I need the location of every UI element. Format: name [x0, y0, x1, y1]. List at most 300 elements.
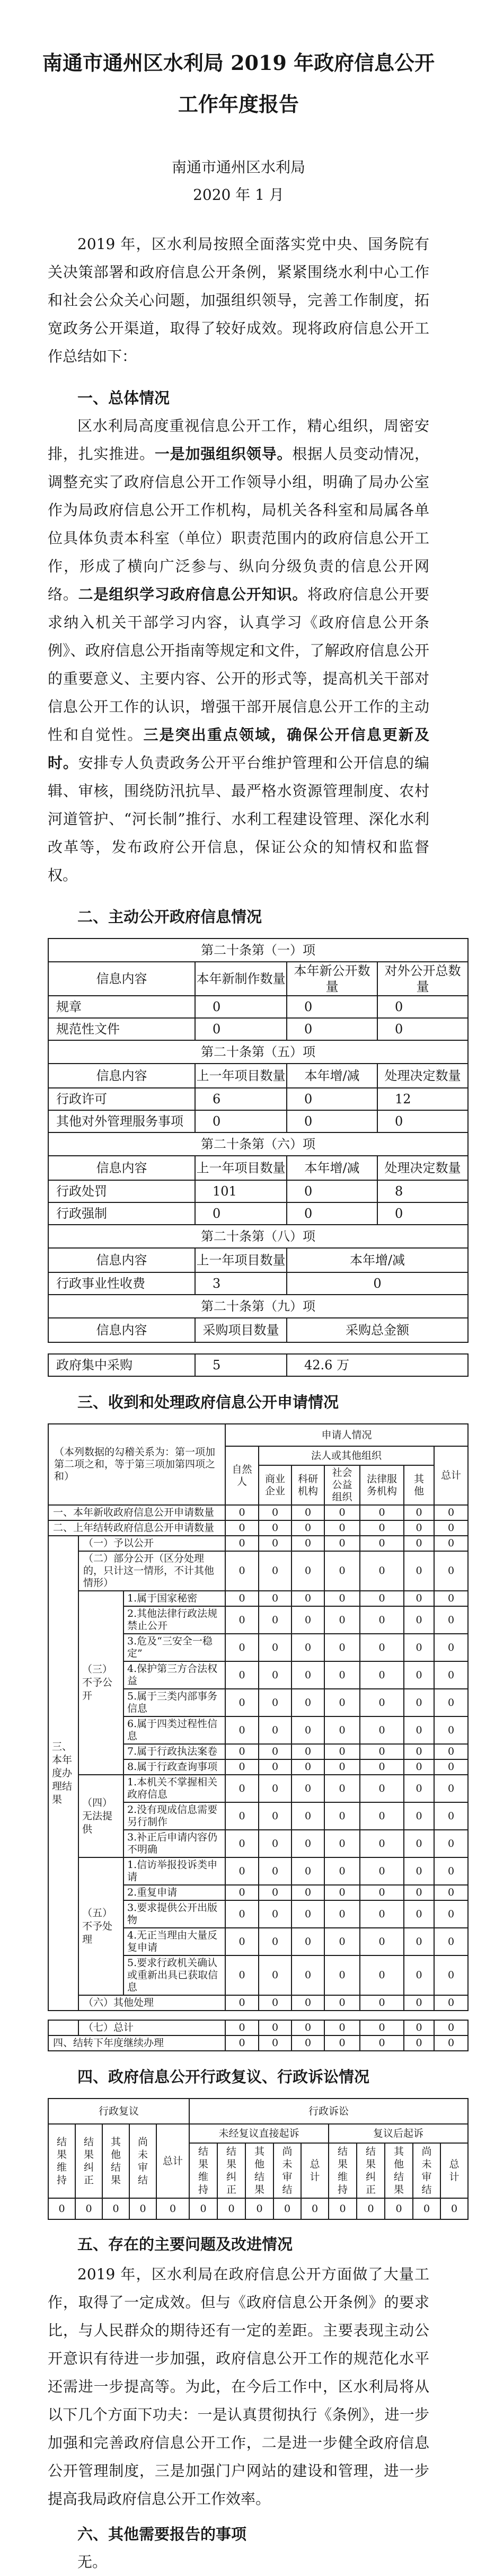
value-cell: 0	[292, 1634, 324, 1661]
value-cell: 0	[324, 1689, 360, 1716]
doc-title-line-1: 南通市通州区水利局 2019 年政府信息公开	[42, 51, 435, 75]
value-cell: 0	[259, 1689, 292, 1716]
value-cell: 8	[377, 1180, 468, 1202]
column-header-cell: 结果维持	[329, 2143, 357, 2198]
column-header-cell: 社会公益组织	[324, 1465, 360, 1505]
value-cell: 0	[377, 1110, 468, 1132]
value-cell: 0	[292, 1551, 324, 1591]
value-cell: 0	[360, 1591, 404, 1606]
column-header-cell: 对外公开总数量	[377, 962, 468, 996]
value-cell: 0	[360, 1634, 404, 1661]
value-cell: 0	[324, 1661, 360, 1689]
table-proactive-disclosure-continued	[48, 1353, 469, 1377]
column-header-cell: 结果纠正	[217, 2143, 245, 2198]
row-label-cell: （二）部分公开（区分处理的，只计这一情形，不计其他情形）	[78, 1551, 225, 1591]
table-row	[48, 2020, 468, 2035]
column-header-cell: 上一年项目数量	[195, 1156, 287, 1180]
column-header-cell: 其他结果	[245, 2143, 273, 2198]
row-label-cell: 其他对外管理服务事项	[48, 1110, 195, 1132]
value-cell: 0	[225, 1775, 259, 1802]
table-requests-continued	[48, 2020, 469, 2051]
column-header-cell: 信息内容	[48, 962, 195, 996]
value-cell: 0	[404, 1689, 434, 1716]
value-cell: 0	[259, 1505, 292, 1520]
value-cell: 42.6 万	[287, 1354, 468, 1376]
table-row	[48, 1132, 468, 1156]
value-cell: 0	[225, 1885, 259, 1900]
value-cell: 0	[259, 1955, 292, 1995]
column-header-cell: 总计	[301, 2143, 329, 2198]
value-cell: 0	[259, 1885, 292, 1900]
section-heading-litigation: 四、政府信息公开行政复议、行政诉讼情况	[77, 2068, 370, 2086]
value-cell: 0	[324, 1857, 360, 1885]
other-paragraph: 无。	[77, 2553, 108, 2571]
value-cell: 0	[287, 1272, 468, 1295]
column-header-cell: 尚未审结	[413, 2143, 440, 2198]
table-row	[48, 1995, 468, 2011]
column-header-cell: 其他	[404, 1465, 434, 1505]
value-cell: 0	[324, 1505, 360, 1520]
value-cell: 0	[404, 1520, 434, 1536]
column-header-cell: 其他结果	[102, 2124, 129, 2198]
column-header-cell: 总计	[434, 1446, 468, 1505]
table-row	[48, 1156, 468, 1180]
row-label-cell: 5.要求行政机关确认或重新出具已获取信息	[123, 1955, 225, 1995]
value-cell: 0	[259, 1830, 292, 1857]
column-header-cell: 上一年项目数量	[195, 1064, 287, 1088]
section-header-cell: 第二十条第（八）项	[48, 1225, 468, 1248]
value-cell: 0	[413, 2198, 440, 2219]
section-heading-requests: 三、收到和处理政府信息公开申请情况	[77, 1393, 339, 1411]
value-cell: 0	[434, 1759, 468, 1775]
value-cell: 0	[225, 1955, 259, 1995]
value-cell: 0	[292, 1900, 324, 1928]
value-cell: 0	[324, 1830, 360, 1857]
table-row	[48, 1295, 468, 1318]
value-cell: 0	[225, 1928, 259, 1955]
value-cell: 0	[287, 1088, 377, 1110]
value-cell: 0	[360, 1551, 404, 1591]
column-header-cell: 自然人	[225, 1446, 259, 1505]
table-requests	[48, 1423, 469, 2011]
column-header-cell: 处理决定数量	[377, 1156, 468, 1180]
column-header-cell: 信息内容	[48, 1156, 195, 1180]
column-header-cell: 商业企业	[259, 1465, 292, 1505]
value-cell: 0	[434, 1885, 468, 1900]
row-label-cell: 5.属于三类内部事务信息	[123, 1689, 225, 1716]
overview-segment: 根据人员变动情况，调整充实了政府信息公开工作领导小组，明确了局办公室作为局政府信息公开工作机构，局机关各科室和局属各单位具体负责本科室（单位）职责范围内的政府信息公开工作，形成了横向广泛参与、纵向分级负责的信息公开网络。	[48, 445, 429, 603]
table-row	[48, 1551, 468, 1591]
value-cell: 0	[434, 1505, 468, 1520]
value-cell: 0	[434, 1606, 468, 1634]
value-cell: 5	[195, 1354, 287, 1376]
column-header-cell: 上一年项目数量	[195, 1248, 287, 1272]
row-label-cell: 规章	[48, 996, 195, 1018]
value-cell: 0	[259, 1551, 292, 1591]
value-cell: 0	[404, 1900, 434, 1928]
value-cell: 0	[292, 1606, 324, 1634]
value-cell: 0	[259, 1716, 292, 1744]
value-cell: 0	[324, 1885, 360, 1900]
row-label-cell: 一、本年新收政府信息公开申请数量	[48, 1505, 225, 1520]
row-label-cell: 4.无正当理由大量反复申请	[123, 1928, 225, 1955]
value-cell: 0	[404, 1830, 434, 1857]
row-label-cell: （一）予以公开	[78, 1536, 225, 1551]
value-cell: 0	[324, 1928, 360, 1955]
table-row	[48, 1202, 468, 1225]
value-cell: 0	[404, 1716, 434, 1744]
table-row	[48, 1088, 468, 1110]
column-header-cell: 结果维持	[48, 2124, 75, 2198]
column-header-cell: 总计	[440, 2143, 468, 2198]
table-row	[48, 1225, 468, 1248]
row-label-cell: 8.属于行政查询事项	[123, 1759, 225, 1775]
row-label-cell: 行政强制	[48, 1202, 195, 1225]
row-label-cell: 二、上年结转政府信息公开申请数量	[48, 1520, 225, 1536]
value-cell: 0	[324, 2035, 360, 2051]
row-label-cell: 四、结转下年度继续办理	[48, 2035, 225, 2051]
value-cell: 0	[360, 1689, 404, 1716]
value-cell: 0	[404, 1885, 434, 1900]
table-row	[48, 1520, 468, 1536]
value-cell: 0	[404, 2035, 434, 2051]
column-header-cell: 本年新公开数量	[287, 962, 377, 996]
value-cell: 0	[385, 2198, 413, 2219]
value-cell: 0	[404, 1955, 434, 1995]
value-cell: 0	[259, 2035, 292, 2051]
row-label-cell: 规范性文件	[48, 1018, 195, 1040]
value-cell: 0	[259, 1928, 292, 1955]
column-header-cell: 处理决定数量	[377, 1064, 468, 1088]
value-cell: 0	[324, 1591, 360, 1606]
table-row	[48, 1018, 468, 1040]
value-cell: 0	[225, 2035, 259, 2051]
value-cell: 0	[273, 2198, 301, 2219]
table-row	[48, 1064, 468, 1088]
value-cell: 0	[225, 1606, 259, 1634]
value-cell: 0	[324, 1759, 360, 1775]
value-cell: 0	[48, 2198, 75, 2219]
value-cell: 0	[357, 2198, 385, 2219]
doc-title-line-2: 工作年度报告	[178, 92, 299, 116]
value-cell: 0	[259, 1802, 292, 1830]
value-cell: 0	[292, 1520, 324, 1536]
value-cell: 0	[360, 1716, 404, 1744]
value-cell: 0	[434, 1689, 468, 1716]
section-heading-proactive: 二、主动公开政府信息情况	[77, 908, 262, 926]
value-cell: 0	[434, 2035, 468, 2051]
value-cell: 0	[287, 1180, 377, 1202]
value-cell: 0	[292, 1716, 324, 1744]
table-row	[48, 1040, 468, 1064]
column-header-cell: 科研机构	[292, 1465, 324, 1505]
value-cell: 0	[217, 2198, 245, 2219]
table-row	[48, 1248, 468, 1272]
value-cell: 0	[377, 996, 468, 1018]
column-header-cell: 结果纠正	[75, 2124, 102, 2198]
table-proactive-disclosure	[48, 938, 469, 1343]
value-cell: 0	[377, 1202, 468, 1225]
value-cell: 0	[225, 1995, 259, 2011]
value-cell: 0	[225, 1744, 259, 1759]
value-cell: 0	[404, 1928, 434, 1955]
value-cell: 0	[225, 1591, 259, 1606]
column-header-cell: 本年新制作数量	[195, 962, 287, 996]
column-header-cell: 结果维持	[189, 2143, 217, 2198]
value-cell: 0	[360, 1857, 404, 1885]
column-header-cell: 信息内容	[48, 1248, 195, 1272]
section-heading-other: 六、其他需要报告的事项	[77, 2525, 247, 2543]
value-cell: 0	[434, 1802, 468, 1830]
empty-cell	[48, 2020, 78, 2035]
value-cell: 0	[292, 1857, 324, 1885]
value-cell: 0	[259, 2020, 292, 2035]
row-label-cell: 行政许可	[48, 1088, 195, 1110]
value-cell: 0	[225, 1536, 259, 1551]
value-cell: 0	[434, 1634, 468, 1661]
value-cell: 0	[404, 1551, 434, 1591]
value-cell: 0	[404, 1759, 434, 1775]
overview-segment-bold: 一是加强组织领导。	[154, 445, 293, 463]
section-header-cell: 第二十条第（九）项	[48, 1295, 468, 1318]
value-cell: 0	[324, 1716, 360, 1744]
value-cell: 0	[225, 1661, 259, 1689]
value-cell: 0	[225, 1857, 259, 1885]
value-cell: 0	[404, 1634, 434, 1661]
value-cell: 0	[259, 1759, 292, 1775]
value-cell: 0	[324, 1634, 360, 1661]
value-cell: 0	[195, 1110, 287, 1132]
table-row	[48, 1318, 468, 1342]
overview-segment: 将政府信息公开要求纳入机关干部学习内容，认真学习《政府信息公开条例》、政府信息公开指南等规定和文件，了解政府信息公开的重要意义、主要内容、公开的形式等，提高机关干部对信息公开工作的认识，增强干部开展信息公开工作的主动性和自觉性。	[48, 586, 429, 743]
column-header-cell: 其他结果	[385, 2143, 413, 2198]
row-label-cell: 3.要求提供公开出版物	[123, 1900, 225, 1928]
group-label-cell: 三、本年度办理结果	[48, 1536, 78, 2011]
row-label-cell: 3.补正后申请内容仍不明确	[123, 1830, 225, 1857]
value-cell: 0	[434, 1520, 468, 1536]
value-cell: 0	[259, 1606, 292, 1634]
column-header-cell: 信息内容	[48, 1064, 195, 1088]
value-cell: 0	[225, 1520, 259, 1536]
table-row	[48, 1591, 468, 1606]
value-cell: 0	[102, 2198, 129, 2219]
value-cell: 0	[360, 1830, 404, 1857]
overview-segment: 安排专人负责政务公开平台维护管理和公开信息的编辑、审核，围绕防汛抗旱、最严格水资源管理制度、农村河道管护、“河长制”推行、水利工程建设管理、深化水利改革等，发布政府公开信息，保证公众的知情权和监督权。	[48, 754, 429, 884]
value-cell: 0	[287, 1018, 377, 1040]
value-cell: 0	[434, 1955, 468, 1995]
value-cell: 0	[404, 1606, 434, 1634]
value-cell: 0	[404, 1802, 434, 1830]
value-cell: 0	[195, 1202, 287, 1225]
value-cell: 0	[360, 1995, 404, 2011]
value-cell: 0	[404, 1857, 434, 1885]
row-label-cell: 4.保护第三方合法权益	[123, 1661, 225, 1689]
table-row	[48, 2198, 468, 2219]
value-cell: 0	[324, 1995, 360, 2011]
value-cell: 0	[225, 2020, 259, 2035]
value-cell: 0	[287, 996, 377, 1018]
table-row	[48, 1775, 468, 1802]
value-cell: 0	[292, 1885, 324, 1900]
row-label-cell: 行政事业性收费	[48, 1272, 195, 1295]
intro-paragraph: 2019 年，区水利局按照全面落实党中央、国务院有关决策部署和政府信息公开条例，紧紧围绕水利中心工作和社会公众关心问题，加强组织领导，完善工作制度，拓宽政务公开渠道，取得了较好成效。现将政府信息公开工作总结如下：	[48, 235, 429, 365]
value-cell: 0	[259, 1520, 292, 1536]
column-header-cell: 结果纠正	[357, 2143, 385, 2198]
value-cell: 0	[292, 1505, 324, 1520]
section-header-cell: 第二十条第（六）项	[48, 1132, 468, 1156]
value-cell: 0	[434, 1857, 468, 1885]
doc-title	[0, 0, 477, 125]
table-row	[48, 996, 468, 1018]
report-date: 2020 年 1 月	[193, 186, 284, 203]
value-cell: 0	[360, 1775, 404, 1802]
value-cell: 0	[360, 1505, 404, 1520]
value-cell: 0	[292, 1830, 324, 1857]
value-cell: 0	[259, 1900, 292, 1928]
value-cell: 0	[195, 1018, 287, 1040]
value-cell: 0	[259, 1744, 292, 1759]
value-cell: 0	[360, 1900, 404, 1928]
value-cell: 0	[292, 1591, 324, 1606]
value-cell: 0	[292, 1775, 324, 1802]
value-cell: 0	[292, 1689, 324, 1716]
value-cell: 0	[360, 1759, 404, 1775]
column-header-cell: 尚未审结	[129, 2124, 156, 2198]
value-cell: 0	[324, 1606, 360, 1634]
column-header-cell: 尚未审结	[273, 2143, 301, 2198]
value-cell: 0	[404, 1505, 434, 1520]
value-cell: 0	[156, 2198, 189, 2219]
row-label-cell: 行政处罚	[48, 1180, 195, 1202]
value-cell: 0	[324, 1802, 360, 1830]
value-cell: 0	[324, 2020, 360, 2035]
row-label-cell: 3.危及“三安全一稳定”	[123, 1634, 225, 1661]
value-cell: 0	[292, 1928, 324, 1955]
column-header-cell: 申请人情况	[225, 1424, 468, 1446]
value-cell: 0	[225, 1551, 259, 1591]
subgroup-label-cell: （四）无法提供	[78, 1775, 123, 1857]
row-label-cell: （七）总计	[78, 2020, 225, 2035]
value-cell: 0	[225, 1716, 259, 1744]
value-cell: 0	[360, 1802, 404, 1830]
value-cell: 0	[292, 1995, 324, 2011]
document-body	[0, 230, 477, 2576]
note-cell: （本列数据的勾稽关系为：第一项加第二项之和，等于第三项加第四项之和）	[48, 1424, 225, 1505]
overview-segment: 区水利局高度重视信息公开工作，精心组织，周密安排，扎实推进。	[48, 417, 429, 463]
value-cell: 0	[440, 2198, 468, 2219]
row-label-cell: 1.本机关不掌握相关政府信息	[123, 1775, 225, 1802]
value-cell: 0	[292, 1744, 324, 1759]
value-cell: 0	[377, 1018, 468, 1040]
row-label-cell: 政府集中采购	[48, 1354, 195, 1376]
value-cell: 0	[324, 1551, 360, 1591]
problems-paragraph: 2019 年，区水利局在政府信息公开方面做了大量工作，取得了一定成效。但与《政府信息公开条例》的要求比，与人民群众的期待还有一定的差距。主要表现主动公开意识有待进一步加强，政府信息公开工作的规范化水平还需进一步提高等。为此，在今后工作中，区水利局将从以下几个方面下功夫：一是认真贯彻执行《条例》，进一步加强和完善政府信息公开工作，二是进一步健全政府信息公开管理制度，三是加强门户网站的建设和管理，进一步提高我局政府信息公开工作效率。	[48, 2265, 429, 2508]
section-heading-overview: 一、总体情况	[77, 389, 170, 407]
value-cell: 0	[404, 1536, 434, 1551]
subgroup-header-cell: 复议后起诉	[329, 2124, 468, 2143]
value-cell: 0	[324, 1900, 360, 1928]
value-cell: 0	[434, 1536, 468, 1551]
group-header-cell: 行政诉讼	[189, 2099, 468, 2124]
value-cell: 0	[292, 1955, 324, 1995]
subgroup-label-cell: （五）不予处理	[78, 1857, 123, 1995]
row-label-cell: 2.其他法律行政法规禁止公开	[123, 1606, 225, 1634]
value-cell: 0	[292, 1661, 324, 1689]
table-row	[48, 1272, 468, 1295]
table-row	[48, 1857, 468, 1885]
value-cell: 0	[324, 1536, 360, 1551]
value-cell: 0	[434, 1775, 468, 1802]
value-cell: 0	[259, 1536, 292, 1551]
column-header-cell: 本年增/减	[287, 1064, 377, 1088]
column-header-cell: 采购总金额	[287, 1318, 468, 1342]
value-cell: 0	[259, 1995, 292, 2011]
overview-segment-bold: 二是组织学习政府信息公开知识。	[78, 586, 308, 603]
table-row	[48, 1110, 468, 1132]
subgroup-label-cell: （三）不予公开	[78, 1591, 123, 1775]
value-cell: 0	[292, 1759, 324, 1775]
table-row	[48, 1180, 468, 1202]
value-cell: 0	[360, 1661, 404, 1689]
table-row	[48, 1354, 468, 1376]
overview-segment-bold: 三是突出重点领域，确保公开信息更新及时。	[48, 726, 429, 772]
value-cell: 0	[259, 1857, 292, 1885]
value-cell: 0	[360, 1520, 404, 1536]
table-row	[48, 2124, 468, 2143]
value-cell: 0	[434, 1591, 468, 1606]
value-cell: 0	[360, 1536, 404, 1551]
value-cell: 0	[360, 2020, 404, 2035]
value-cell: 0	[404, 2020, 434, 2035]
value-cell: 0	[434, 1830, 468, 1857]
value-cell: 0	[324, 1744, 360, 1759]
overview-paragraph	[48, 412, 429, 889]
value-cell: 0	[287, 1202, 377, 1225]
value-cell: 0	[301, 2198, 329, 2219]
table-row	[48, 939, 468, 962]
value-cell: 0	[404, 1591, 434, 1606]
value-cell: 0	[404, 1661, 434, 1689]
table-row	[48, 1424, 468, 1446]
value-cell: 0	[324, 1955, 360, 1995]
value-cell: 0	[129, 2198, 156, 2219]
row-label-cell: 6.属于四类过程性信息	[123, 1716, 225, 1744]
value-cell: 0	[225, 1634, 259, 1661]
table-row	[48, 2035, 468, 2051]
row-label-cell: 2.没有现成信息需要另行制作	[123, 1802, 225, 1830]
table-litigation	[48, 2098, 469, 2220]
value-cell: 3	[195, 1272, 287, 1295]
row-label-cell: 7.属于行政执法案卷	[123, 1744, 225, 1759]
value-cell: 0	[292, 2035, 324, 2051]
value-cell: 0	[259, 1591, 292, 1606]
column-header-cell: 总计	[156, 2124, 189, 2198]
value-cell: 101	[195, 1180, 287, 1202]
value-cell: 0	[292, 1536, 324, 1551]
value-cell: 0	[195, 996, 287, 1018]
value-cell: 0	[259, 1775, 292, 1802]
value-cell: 0	[324, 1520, 360, 1536]
value-cell: 0	[225, 1802, 259, 1830]
value-cell: 12	[377, 1088, 468, 1110]
value-cell: 0	[434, 1744, 468, 1759]
value-cell: 0	[75, 2198, 102, 2219]
value-cell: 6	[195, 1088, 287, 1110]
row-label-cell: 1.属于国家秘密	[123, 1591, 225, 1606]
value-cell: 0	[329, 2198, 357, 2219]
column-header-cell: 法人或其他组织	[259, 1446, 434, 1465]
row-label-cell: （六）其他处理	[78, 1995, 225, 2011]
